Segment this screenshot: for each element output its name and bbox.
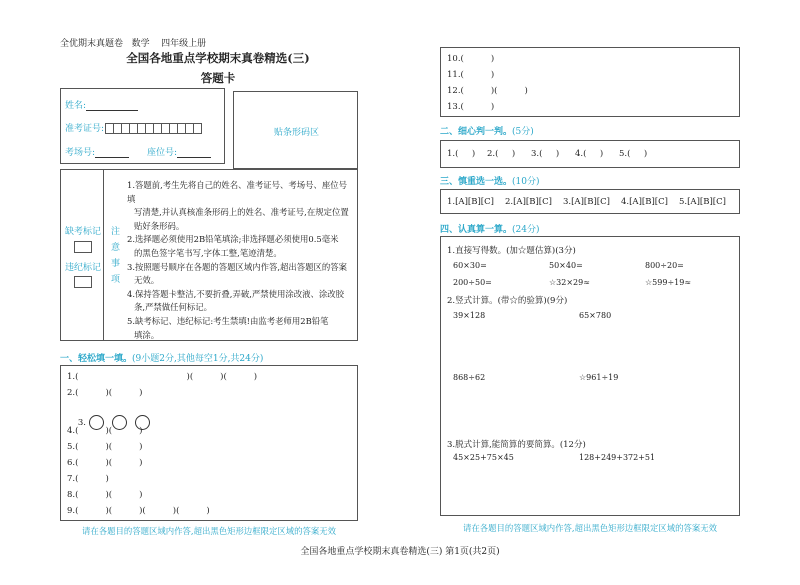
choice-answer-3[interactable]: 3.[A][B][C] xyxy=(563,197,610,207)
section1-points: (9小题2分,其他每空1分,共24分) xyxy=(132,354,264,364)
section1-title: 一、轻松填一填。 xyxy=(60,354,133,364)
section3-answer-box xyxy=(440,189,740,214)
header-series: 全优期末真题卷 xyxy=(60,39,124,49)
violation-mark-label: 违纪标记 xyxy=(65,263,102,273)
q3-item[interactable]: 128+249+372+51 xyxy=(579,453,656,462)
name-line xyxy=(86,100,138,111)
notice-line: 无效。 xyxy=(134,275,160,286)
section3-title: 三、慎重选一选。 xyxy=(440,177,513,187)
answer-row-8[interactable]: 8.( )( ) xyxy=(67,490,143,500)
notice-line: 写清楚,并认真核准条形码上的姓名、准考证号,在规定位置 xyxy=(134,207,349,218)
choice-answer-2[interactable]: 2.[A][B][C] xyxy=(505,197,552,207)
choice-answer-5[interactable]: 5.[A][B][C] xyxy=(679,197,726,207)
section4-title: 四、认真算一算。 xyxy=(440,225,513,235)
q1-item[interactable]: 200÷50= xyxy=(453,278,492,287)
judge-answer-2[interactable]: 2.( ) xyxy=(487,149,516,159)
left-warning: 请在各题目的答题区域内作答,超出黑色矩形边框限定区域的答案无效 xyxy=(82,526,336,536)
answer-row-10[interactable]: 10.( ) xyxy=(447,54,495,64)
q1-item[interactable]: 50×40= xyxy=(549,261,583,270)
seat-field[interactable] xyxy=(147,145,211,158)
seat-label: 座位号: xyxy=(147,148,178,158)
q2-title: 2.竖式计算。(带☆的验算)(9分) xyxy=(447,296,568,306)
page-title: 全国各地重点学校期末真卷精选(三) xyxy=(126,51,310,65)
exam-number-field[interactable] xyxy=(65,121,202,134)
answer-row-6[interactable]: 6.( )( ) xyxy=(67,458,143,468)
q1-title: 1.直接写得数。(加☆题估算)(3分) xyxy=(447,246,576,256)
choice-answer-4[interactable]: 4.[A][B][C] xyxy=(621,197,668,207)
q2-item[interactable]: ☆961÷19 xyxy=(579,373,619,382)
q1-item[interactable]: ☆32×29≈ xyxy=(549,278,590,287)
judge-answer-5[interactable]: 5.( ) xyxy=(619,149,648,159)
q3-title: 3.脱式计算,能简算的要简算。(12分) xyxy=(447,440,586,450)
header-subject: 数学 xyxy=(131,39,150,49)
judge-answer-4[interactable]: 4.( ) xyxy=(575,149,604,159)
judge-answer-1[interactable]: 1.( ) xyxy=(447,149,476,159)
q1-item[interactable]: 800÷20= xyxy=(645,261,684,270)
notice-line: 的黑色签字笔书写,字体工整,笔迹清楚。 xyxy=(134,247,282,258)
room-line xyxy=(95,147,129,158)
answer-row-11[interactable]: 11.( ) xyxy=(447,70,495,80)
violation-mark-box[interactable] xyxy=(74,276,92,288)
answer-row-7[interactable]: 7.( ) xyxy=(67,474,109,484)
page-subtitle: 答题卡 xyxy=(200,71,236,85)
q2-item[interactable]: 868÷62 xyxy=(453,373,486,382)
choice-answer-1[interactable]: 1.[A][B][C] xyxy=(447,197,494,207)
notice-char: 事 xyxy=(111,259,121,269)
room-field[interactable] xyxy=(65,145,129,158)
section2-points: (5分) xyxy=(512,127,534,137)
q2-item[interactable]: 39×128 xyxy=(453,311,486,320)
section3-points: (10分) xyxy=(512,177,540,187)
header-grade: 四年级上册 xyxy=(161,39,207,49)
q1-item[interactable]: ☆599÷19≈ xyxy=(645,278,692,287)
exam-number-label: 准考证号: xyxy=(65,124,105,134)
notice-line: 填涂。 xyxy=(134,329,160,340)
section1-heading xyxy=(60,351,263,364)
notice-char: 项 xyxy=(111,275,121,285)
answer-row-1[interactable]: 1.( )( )( ) xyxy=(67,372,258,382)
notice-line: 2.选择题必须使用2B铅笔填涂;非选择题必须使用0.5毫米 xyxy=(127,234,339,245)
q3-item[interactable]: 45×25+75×45 xyxy=(453,453,514,462)
section1-cont-box xyxy=(440,47,740,117)
notice-text xyxy=(127,179,355,342)
answer-row-5[interactable]: 5.( )( ) xyxy=(67,442,143,452)
judge-answer-3[interactable]: 3.( ) xyxy=(531,149,560,159)
exam-number-cells xyxy=(106,123,202,134)
section4-heading xyxy=(440,222,540,235)
page-footer: 全国各地重点学校期末真卷精选(三) 第1页(共2页) xyxy=(300,547,500,557)
notice-char: 意 xyxy=(111,243,121,253)
absent-mark-box[interactable] xyxy=(74,241,92,253)
notice-area xyxy=(60,169,358,341)
answer-row-4[interactable]: 4.( )( ) xyxy=(67,426,143,436)
seat-line xyxy=(177,147,211,158)
notice-char: 注 xyxy=(111,227,121,237)
name-field[interactable] xyxy=(65,98,138,111)
barcode-area xyxy=(233,91,358,169)
q2-item[interactable]: 65×780 xyxy=(579,311,612,320)
student-info-box xyxy=(60,88,225,164)
q1-item[interactable]: 60×30= xyxy=(453,261,487,270)
answer-row-9[interactable]: 9.( )( )( )( ) xyxy=(67,506,210,516)
section4-answer-box xyxy=(440,236,740,516)
answer-row-3-label: 3. xyxy=(77,418,86,428)
notice-line: 4.保持答题卡整洁,不要折叠,弄破,严禁使用涂改液、涂改胶 xyxy=(127,288,344,299)
section3-heading xyxy=(440,174,540,187)
answer-row-13[interactable]: 13.( ) xyxy=(447,102,495,112)
absent-mark-label: 缺考标记 xyxy=(65,227,102,237)
notice-label xyxy=(111,224,121,288)
answer-row-12[interactable]: 12.( )( ) xyxy=(447,86,528,96)
section1-answer-box xyxy=(60,365,358,521)
room-label: 考场号: xyxy=(65,148,96,158)
notice-line: 条,严禁做任何标记。 xyxy=(134,302,213,313)
right-warning: 请在各题目的答题区域内作答,超出黑色矩形边框限定区域的答案无效 xyxy=(463,523,717,533)
section4-points: (24分) xyxy=(512,225,540,235)
notice-line: 3.按照题号顺序在各题的答题区域内作答,超出答题区的答案 xyxy=(127,261,348,272)
notice-line: 贴好条形码。 xyxy=(134,220,185,231)
answer-row-2[interactable]: 2.( )( ) xyxy=(67,388,143,398)
notice-line: 5.缺考标记、违纪标记:考生禁填!由监考老师用2B铅笔 xyxy=(127,315,329,326)
section2-title: 二、细心判一判。 xyxy=(440,127,513,137)
name-label: 姓名: xyxy=(65,101,87,111)
notice-line: 1.答题前,考生先将自己的姓名、准考证号、考场号、座位号填 xyxy=(127,180,348,204)
header-line xyxy=(60,36,206,49)
barcode-label: 贴条形码区 xyxy=(273,128,319,138)
section2-heading xyxy=(440,124,534,137)
notice-divider xyxy=(103,170,104,340)
section2-answer-box xyxy=(440,140,740,168)
